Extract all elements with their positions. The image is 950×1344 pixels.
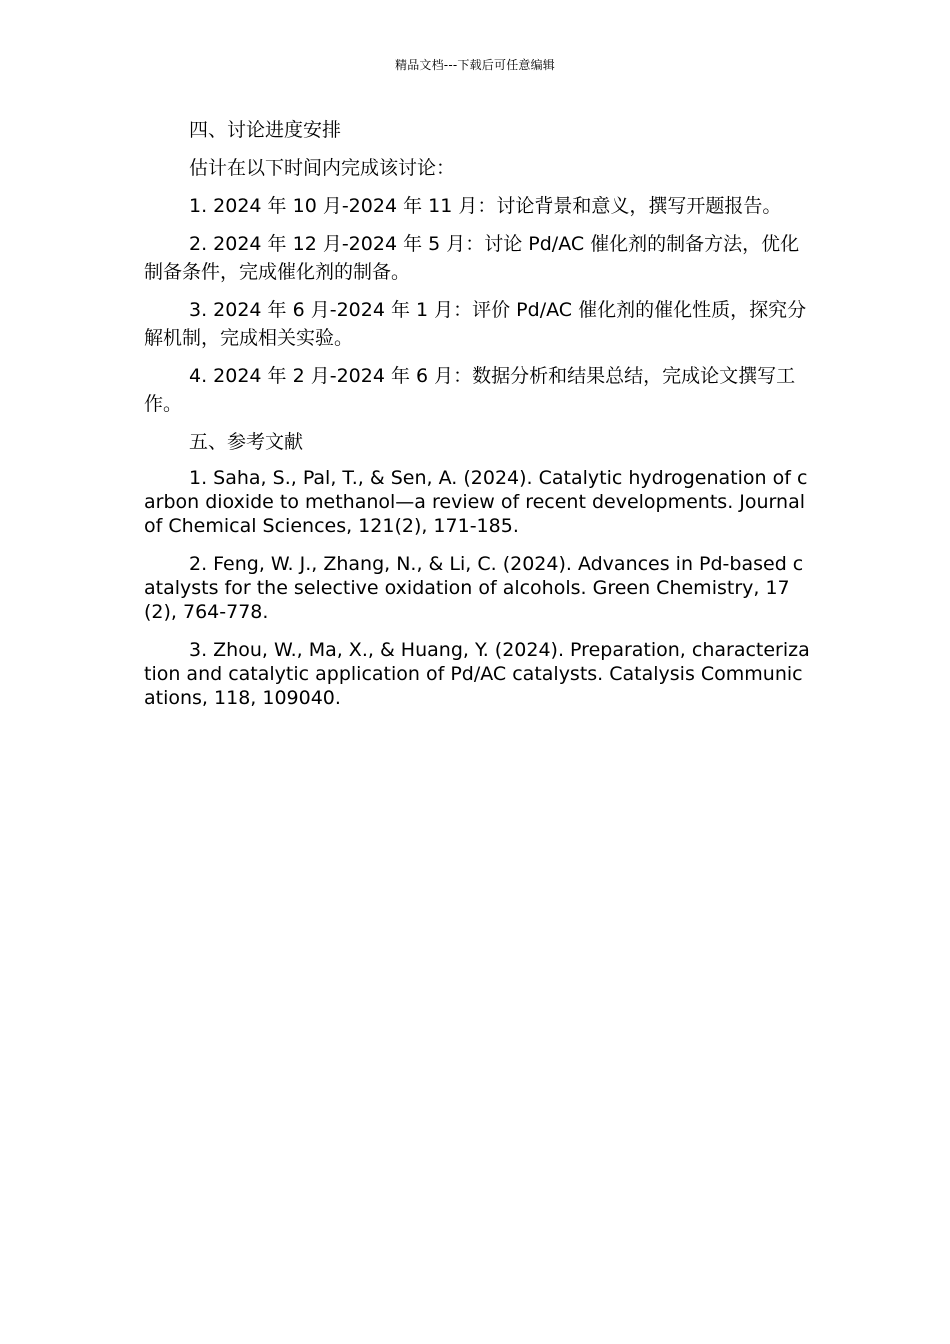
schedule-item: 3. 2024 年 6 月-2024 年 1 月：评价 Pd/AC 催化剂的催化性质，探究分解机制，完成相关实验。 [144,299,807,349]
section-heading-schedule: 四、讨论进度安排 [189,119,342,141]
reference-item: 3. Zhou, W., Ma, X., & Huang, Y. (2024). Preparation, characterization and catalytic application of Pd/AC catalysts. Catalysis Communications, 118, 109040. [144,639,810,709]
schedule-item: 1. 2024 年 10 月-2024 年 11 月：讨论背景和意义，撰写开题报告。 [189,195,782,217]
page-header: 精品文档---下载后可任意编辑 [395,58,555,72]
schedule-intro: 估计在以下时间内完成该讨论： [189,157,456,179]
schedule-item: 4. 2024 年 2 月-2024 年 6 月：数据分析和结果总结，完成论文撰写工作。 [144,365,796,415]
schedule-item: 2. 2024 年 12 月-2024 年 5 月：讨论 Pd/AC 催化剂的制备方法，优化制备条件，完成催化剂的制备。 [144,233,800,283]
reference-item: 2. Feng, W. J., Zhang, N., & Li, C. (2024). Advances in Pd-based catalysts for the selective oxidation of alcohols. Green Chemistry, 17(2), 764-778. [144,553,804,623]
reference-item: 1. Saha, S., Pal, T., & Sen, A. (2024). Catalytic hydrogenation of carbon dioxide to methanol—a review of recent developments. Journal of Chemical Sciences, 121(2), 171-185. [144,467,808,537]
section-heading-references: 五、参考文献 [189,431,304,453]
document-body [144,116,814,724]
